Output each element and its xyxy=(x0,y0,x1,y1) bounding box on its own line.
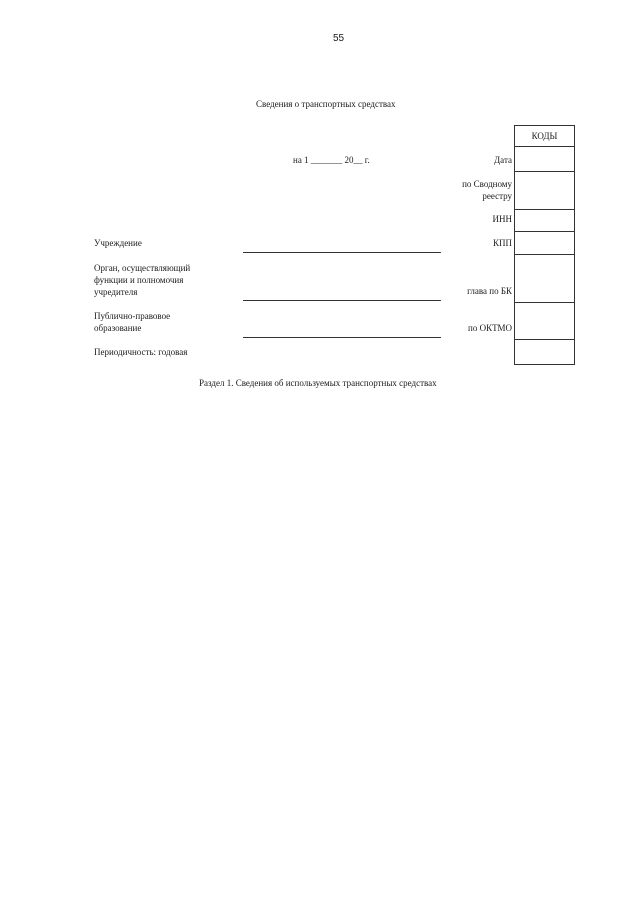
label-bk: глава по БК xyxy=(467,286,512,296)
codes-table xyxy=(514,125,575,365)
label-organ-1: Орган, осуществляющий xyxy=(94,263,191,273)
label-organ-2: функции и полномочия xyxy=(94,275,184,285)
label-public-1: Публично-правовое xyxy=(94,311,171,321)
code-cell-bk xyxy=(515,254,574,255)
institution-fill-line xyxy=(243,252,441,253)
label-public-2: образование xyxy=(94,323,142,333)
page-number: 55 xyxy=(333,33,345,44)
label-institution: Учреждение xyxy=(94,238,142,248)
code-cell-registry xyxy=(515,171,574,172)
codes-header: КОДЫ xyxy=(531,131,558,141)
label-registry-2: реестру xyxy=(482,191,512,201)
code-cell-inn xyxy=(515,209,574,210)
document-title: Сведения о транспортных средствах xyxy=(256,99,396,109)
code-cell-oktmo xyxy=(515,302,574,303)
section-title: Раздел 1. Сведения об используемых транспортных средствах xyxy=(199,378,437,388)
label-date: Дата xyxy=(494,155,512,165)
code-cell-kpp xyxy=(515,231,574,232)
label-periodicity: Периодичность: годовая xyxy=(94,347,188,357)
label-kpp: КПП xyxy=(492,238,512,248)
public-fill-line xyxy=(243,337,441,338)
organ-fill-line xyxy=(243,300,441,301)
code-cell-date xyxy=(515,146,574,147)
report-date-line: на 1 _______ 20__ г. xyxy=(293,155,370,165)
label-registry-1: по Сводному xyxy=(462,179,512,189)
label-inn: ИНН xyxy=(492,214,512,224)
label-organ-3: учредителя xyxy=(94,287,138,297)
label-oktmo: по ОКТМО xyxy=(468,323,512,333)
code-cell-periodicity xyxy=(515,339,574,340)
